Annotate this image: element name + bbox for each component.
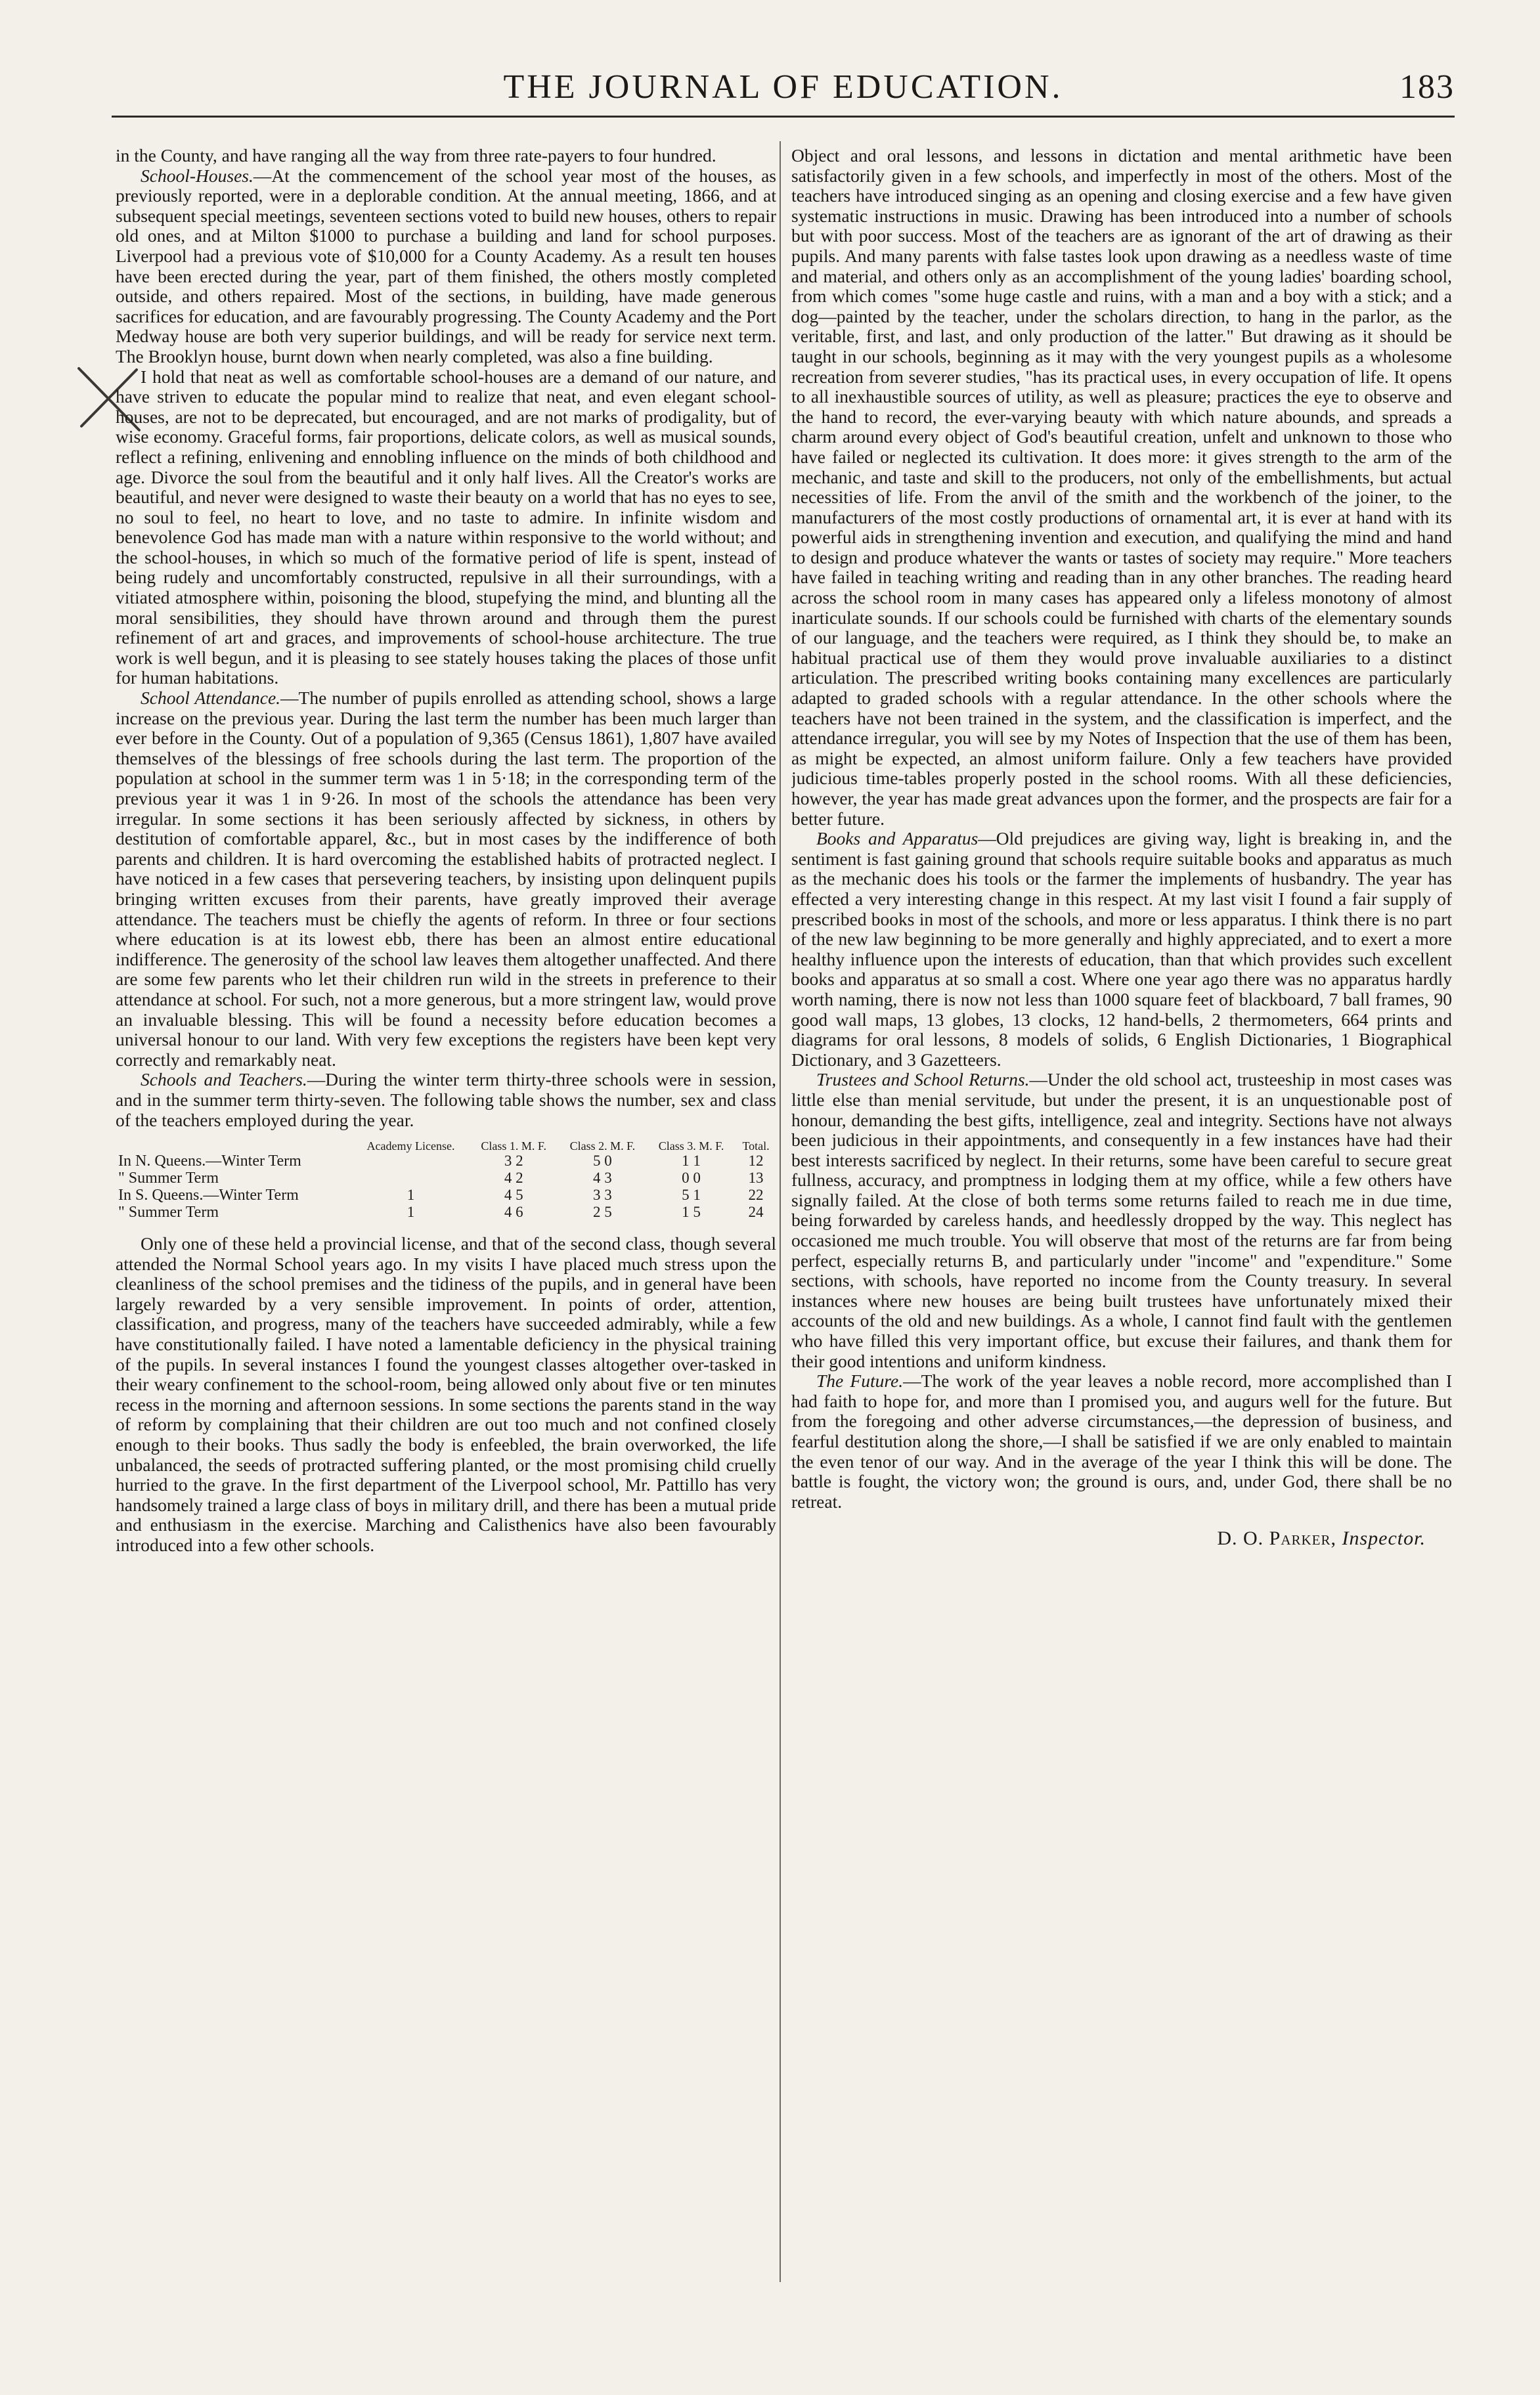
cell-class1: 4 5 [504, 1187, 523, 1204]
paragraph: Only one of these held a provincial license, and that of the second class, though several attended the Normal School years ago. In my visits I have placed much stress upon the cleanliness of the school premises and the tidiness of the pupils, and in general have been largely rewarded by a very sensible improvement. In points of order, attention, classification, and progress, many of the teachers have succeeded admirably, while a few have constitutionally failed. I have noted a lamentable deficiency in the physical training of the pupils. In several instances I found the youngest classes altogether over-tasked in their weary confinement to the school-room, being allowed only about five or ten minutes recess in the morning and afternoon sessions. In some sections the parents stand in the way of reform by complaining that their children are out too much and not confined closely enough to their books. Thus sadly the body is enfeebled, the brain overworked, the life unbalanced, the seeds of protracted suffering planted, or the most promising child cruelly hurried to the grave. In the first department of the Liverpool school, Mr. Pattillo has very handsomely trained a large class of boys in military drill, and there has been a mutual pride and enthusiasm in the exercise. Marching and Calisthenics have also been favourably introduced into a few other schools. [116, 1233, 776, 1555]
cell-total: 12 [748, 1153, 764, 1170]
table-header: Total. [742, 1139, 770, 1153]
section-heading: Books and Apparatus [816, 828, 979, 849]
row-label: In N. Queens.—Winter Term [118, 1153, 301, 1170]
journal-title: THE JOURNAL OF EDUCATION. [503, 68, 1063, 106]
cell-academy: 1 [407, 1204, 415, 1221]
paragraph-school-attendance [116, 688, 776, 1070]
paragraph-trustees [791, 1070, 1452, 1371]
paragraph-future [791, 1371, 1452, 1512]
teachers-table [116, 1139, 776, 1221]
header-rule [112, 116, 1455, 118]
row-label: " Summer Term [118, 1170, 219, 1187]
paragraph-text: —At the commencement of the school year most of the houses, as previously reported, were in a deplorable condition. At the annual meeting, 1866, and at subsequent special meetings, seventeen sections voted to build new houses, others to repair old ones, and at Milton $1000 to purchase a building and land for school purposes. Liverpool had a previous vote of $10,000 for a County Academy. As a result ten houses have been erected during the year, part of them finished, the others mostly completed outside, and others repaired. Most of the sections, in building, have made generous sacrifices for education, and are favourably progressing. The County Academy and the Port Medway house are both very superior buildings, and will be ready for service next term. The Brooklyn house, burnt down when nearly completed, was also a fine building. [116, 165, 776, 366]
table-header: Class 1. M. F. [481, 1139, 547, 1153]
cell-total: 22 [748, 1187, 764, 1204]
left-column [116, 146, 776, 2306]
cell-class2: 3 3 [593, 1187, 612, 1204]
cell-class3: 1 1 [682, 1153, 701, 1170]
cell-class2: 2 5 [593, 1204, 612, 1221]
paragraph-schools-teachers [116, 1070, 776, 1130]
signature-name: D. O. Parker, [1217, 1527, 1337, 1550]
paragraph-school-houses [116, 166, 776, 367]
page-header [112, 64, 1455, 110]
signature [791, 1529, 1452, 1549]
paragraph-text: —Under the old school act, trusteeship in most cases was little else than menial servitude, but under the present, it is an unquestionable post of honour, demanding the best gifts, intelligence, zeal and integrity. Sections have not always been judicious in their appointments, and consequently in a few instances have had their best interests sacrificed by neglect. In their returns, some have been careful to secure great fullness, accuracy, and promptness in lodging them at my office, while a few others have signally failed. At the close of both terms some returns failed to reach me in due time, being forwarded by careless hands, and heedlessly dropped by the way. This neglect has occasioned me much trouble. You will observe that most of the returns are far from being perfect, especially returns B, and particularly under "income" and "expenditure." Some sections, with schools, have reported no income from the County treasury. In several instances where new houses are being built trustees have unfortunately mixed their accounts of the old and new buildings. As a whole, I cannot find fault with the gentlemen who have filled this very important office, but excuse their failures, and thank them for their good intentions and uniform kindness. [791, 1069, 1452, 1371]
paragraph-text: —The work of the year leaves a noble record, more accomplished than I had faith to hope for, and more than I promised you, and augurs well for the future. But from the foregoing and other adverse circumstances,—the depression of business, and fearful destitution along the shore,—I shall be satisfied if we are only enabled to maintain the even tenor of our way. And in the average of the year I think this will be done. The battle is fought, the victory won; the ground is ours, and, under God, there shall be no retreat. [791, 1371, 1452, 1512]
paragraph-books-apparatus [791, 829, 1452, 1070]
table-header-row [116, 1139, 776, 1153]
paragraph-text: —The number of pupils enrolled as attending school, shows a large increase on the previous year. During the last term the number has been much larger than ever before in the County. Out of a population of 9,365 (Census 1861), 1,807 have availed themselves of the blessings of free schools during the last term. The proportion of the population at school in the summer term was 1 in 5·18; in the corresponding term of the previous year it was 1 in 9·26. In most of the schools the attendance has been very irregular. In some sections it has been seriously affected by sickness, in others by destitution of comfortable apparel, &c., but in most cases by the indifference of both parents and children. It is hard overcoming the established habits of protracted neglect. I have noticed in a few cases that persevering teachers, by insisting upon delinquent pupils bringing written excuses from their parents, have greatly improved their average attendance. The teachers must be chiefly the agents of reform. In three or four sections where education is at its lowest ebb, there has been an almost entire educational indifference. The generosity of the school law leaves them altogether unaffected. And there are some few parents who let their children run wild in the streets in preference to their attendance at school. For such, not a more generous, but a more stringent law, would prove an invaluable blessing. This will be found a necessity before education becomes a universal honour to our land. With very few exceptions the registers have been kept very correctly and remarkably neat. [116, 688, 776, 1070]
cell-total: 13 [748, 1170, 764, 1187]
cell-class3: 5 1 [682, 1187, 701, 1204]
paragraph: Object and oral lessons, and lessons in dictation and mental arithmetic have been satisfactorily given in a few schools, and imperfectly in most of the others. Most of the teachers have introduced singing as an opening and closing exercise and a few have given systematic instructions in music. Drawing has been introduced into a number of schools but with poor success. Most of the teachers are as ignorant of the art of drawing as their pupils. And many parents with false tastes look upon drawing as a needless waste of time and material, and others only as an accomplishment of the young ladies' boarding school, from which comes "some huge castle and ruins, with a man and a boy with a stick; and a dog—painted by the teacher, under the scholars direction, to hang in the parlor, as the veritable, first, and last, and only production of the latter." But drawing as it should be taught in our schools, beginning as it may with the very youngest pupils as a wholesome recreation from severer studies, "has its practical uses, in every occupation of life. It opens to all inexhaustible sources of utility, as well as pleasure; practices the eye to observe and the hand to record, the ever-varying beauty with which nature abounds, and spreads a charm around every object of God's beautiful creation, unfelt and unknown to those who have failed or neglected its cultivation. It does more: it gives strength to the arm of the mechanic, and taste and skill to the producers, not only of the embellishments, but actual necessities of life. From the anvil of the smith and the workbench of the joiner, to the manufacturers of the most costly productions of ornamental art, it is ever at hand with its powerful aids in strengthening invention and execution, and qualifying the mind and hand to design and produce whatever the wants or tastes of society may require." More teachers have failed in teaching writing and reading than in any other branches. The reading heard across the school room in many cases has appeared only a lifeless monotony of almost inarticulate sounds. If our schools could be furnished with charts of the elementary sounds of our language, and the teachers were required, as I think they should be, to make an habitual practical use of them they would prove invaluable auxiliaries to a distinct articulation. The prescribed writing books containing many excellences are particularly adapted to graded schools with a regular attendance. In the other schools where the teachers have not been trained in the system, and the classification is imperfect, and the attendance irregular, you will see by my Notes of Inspection that the use of them has been, as might be expected, an almost uniform failure. Only a few teachers have provided judicious time-tables properly posted in the school rooms. With all these deficiencies, however, the year has made great advances upon the former, and the prospects are fair for a better future. [791, 146, 1452, 829]
table-header-blank [116, 1139, 352, 1153]
table-row [116, 1204, 776, 1221]
column-divider [780, 141, 781, 2282]
cell-class3: 1 5 [682, 1204, 701, 1221]
signature-title: Inspector. [1342, 1527, 1426, 1550]
cell-class1: 4 6 [504, 1204, 523, 1221]
page-number: 183 [1399, 68, 1455, 106]
row-label: " Summer Term [118, 1204, 219, 1221]
section-heading: The Future. [816, 1371, 904, 1392]
cell-total: 24 [748, 1204, 764, 1221]
paragraph: in the County, and have ranging all the way from three rate-payers to four hundred. [116, 146, 716, 165]
row-label: In S. Queens.—Winter Term [118, 1187, 299, 1204]
section-heading: School-Houses. [141, 165, 253, 186]
paragraph-text: —Old prejudices are giving way, light is breaking in, and the sentiment is fast gaining ground that schools require suitable books and apparatus as much as the mechanic does his tools or the farmer the implements of husbandry. The year has effected a very interesting change in this respect. At my last visit I found a fair supply of prescribed books in most of the schools, and more or less apparatus. I think there is no part of the new law beginning to be more generally and highly appreciated, and to exert a more healthy influence upon the interests of education, than that which provides such excellent books and apparatus at so small a cost. Where one year ago there was no apparatus hardly worth naming, there is now not less than 1000 square feet of blackboard, 7 ball frames, 90 good wall maps, 13 globes, 13 clocks, 12 hand-bells, 2 thermometers, 664 prints and diagrams for oral lessons, 8 models of solids, 6 English Dictionaries, 1 Biographical Dictionary, and 3 Gazetteers. [791, 828, 1452, 1070]
table-row [116, 1170, 776, 1187]
table-header: Class 3. M. F. [658, 1139, 724, 1153]
section-heading: Trustees and School Returns. [816, 1069, 1030, 1090]
table-row [116, 1153, 776, 1170]
right-column [791, 146, 1452, 2306]
cell-academy [352, 1153, 469, 1170]
table-header: Academy License. [366, 1139, 455, 1153]
paragraph-text: —During the winter term thirty-three schools were in session, and in the summer term thirty-seven. The following table shows the number, sex and class of the teachers employed during the year. [116, 1069, 776, 1130]
cell-class2: 4 3 [593, 1170, 612, 1187]
cell-class1: 4 2 [504, 1170, 523, 1187]
cell-class3: 0 0 [682, 1170, 701, 1187]
cell-class2: 5 0 [593, 1153, 612, 1170]
table-row [116, 1187, 776, 1204]
paragraph: I hold that neat as well as comfortable school-houses are a demand of our nature, and have striven to educate the popular mind to realize that neat, and even elegant school-houses, are not to be deprecated, but encouraged, and are not marks of prodigality, but of wise economy. Graceful forms, fair proportions, delicate colors, as well as musical sounds, reflect a refining, enlivening and ennobling influence on the minds of both childhood and age. Divorce the soul from the beautiful and it only half lives. All the Creator's works are beautiful, and never were designed to waste their beauty on a world that has no eyes to see, no soul to feel, no heart to love, and no taste to admire. In infinite wisdom and benevolence God has made man with a nature within responsive to the world without; and the school-houses, in which so much of the formative period of life is spent, instead of being rudely and uncomfortably constructed, repulsive in all their surroundings, with a vitiated atmosphere within, poisoning the blood, stupefying the mind, and blunting all the moral sensibilities, they should have thrown around and through them the purest refinement of art and graces, and improvements of school-house architecture. The true work is well begun, and it is pleasing to see stately houses taking the places of those unfit for human habitations. [116, 366, 776, 688]
section-heading: School Attendance. [141, 688, 281, 709]
cell-academy [352, 1170, 469, 1187]
section-heading: Schools and Teachers. [141, 1069, 307, 1090]
cell-class1: 3 2 [504, 1153, 523, 1170]
table-header: Class 2. M. F. [569, 1139, 636, 1153]
cell-academy: 1 [407, 1187, 415, 1204]
